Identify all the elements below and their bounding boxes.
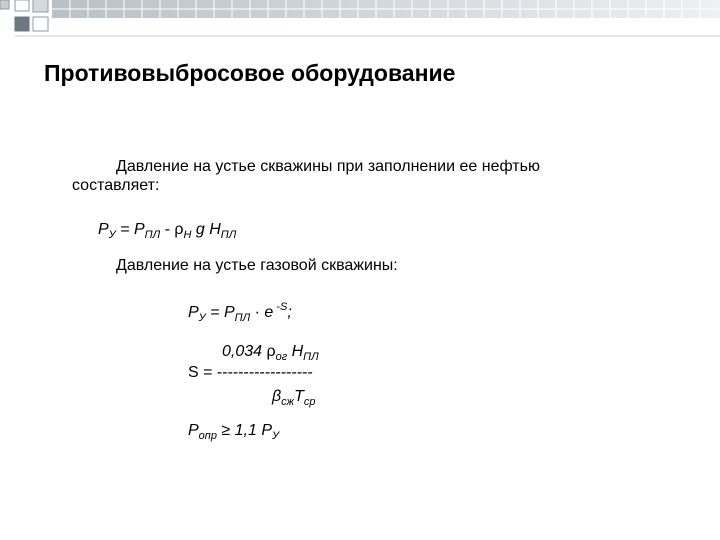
minus-sign: - [160,221,175,238]
numerator-coef: 0,034 [222,343,267,360]
sub-opr: опр [198,430,217,442]
sub-og: ог [275,351,288,363]
sub-u: У [272,430,280,442]
equals-p: = P [205,304,235,321]
sub-sr: ср [303,396,316,408]
paragraph-oil-line1: Давление на устье скважины при заполнении ее нефтью [116,158,540,175]
fraction-dashes: ------------------ [216,364,313,381]
sub-pl: ПЛ [144,229,161,241]
sub-pl2: ПЛ [220,229,237,241]
paragraph-gas: Давление на устье газовой скважины: [116,257,398,274]
dot-e: · e [250,304,274,321]
s-equals: S = [188,364,217,381]
symbol-p: P [188,422,199,439]
symbol-beta: β [272,388,282,405]
sub-u: У [198,312,206,324]
symbol-t: T [294,388,304,405]
sub-u: У [108,229,116,241]
g-h: g H [191,221,221,238]
symbol-rho: ρ [174,221,184,238]
sub-pl: ПЛ [303,351,319,363]
page-title: Противовыбросовое оборудование [44,60,456,86]
formula-s-fraction-line [188,363,313,383]
symbol-p: P [188,304,199,321]
formula-test-pressure [188,421,279,446]
symbol-rho: ρ [266,343,276,360]
formula-gas-pressure [188,297,292,328]
geq-relation: ≥ 1,1 P [216,422,272,439]
formula-s-denominator [272,387,316,412]
formula-oil-pressure [98,220,236,245]
sub-n: Н [183,229,192,241]
paragraph-oil-line2: составляет: [72,177,160,194]
sub-pl: ПЛ [234,312,251,324]
sub-szh: сж [281,396,295,408]
sup-s: -S [273,301,288,313]
symbol-p: P [98,221,109,238]
decorative-header-grid [0,0,720,50]
symbol-h: H [287,343,304,360]
semicolon: ; [287,304,292,321]
equals-p: = P [115,221,145,238]
